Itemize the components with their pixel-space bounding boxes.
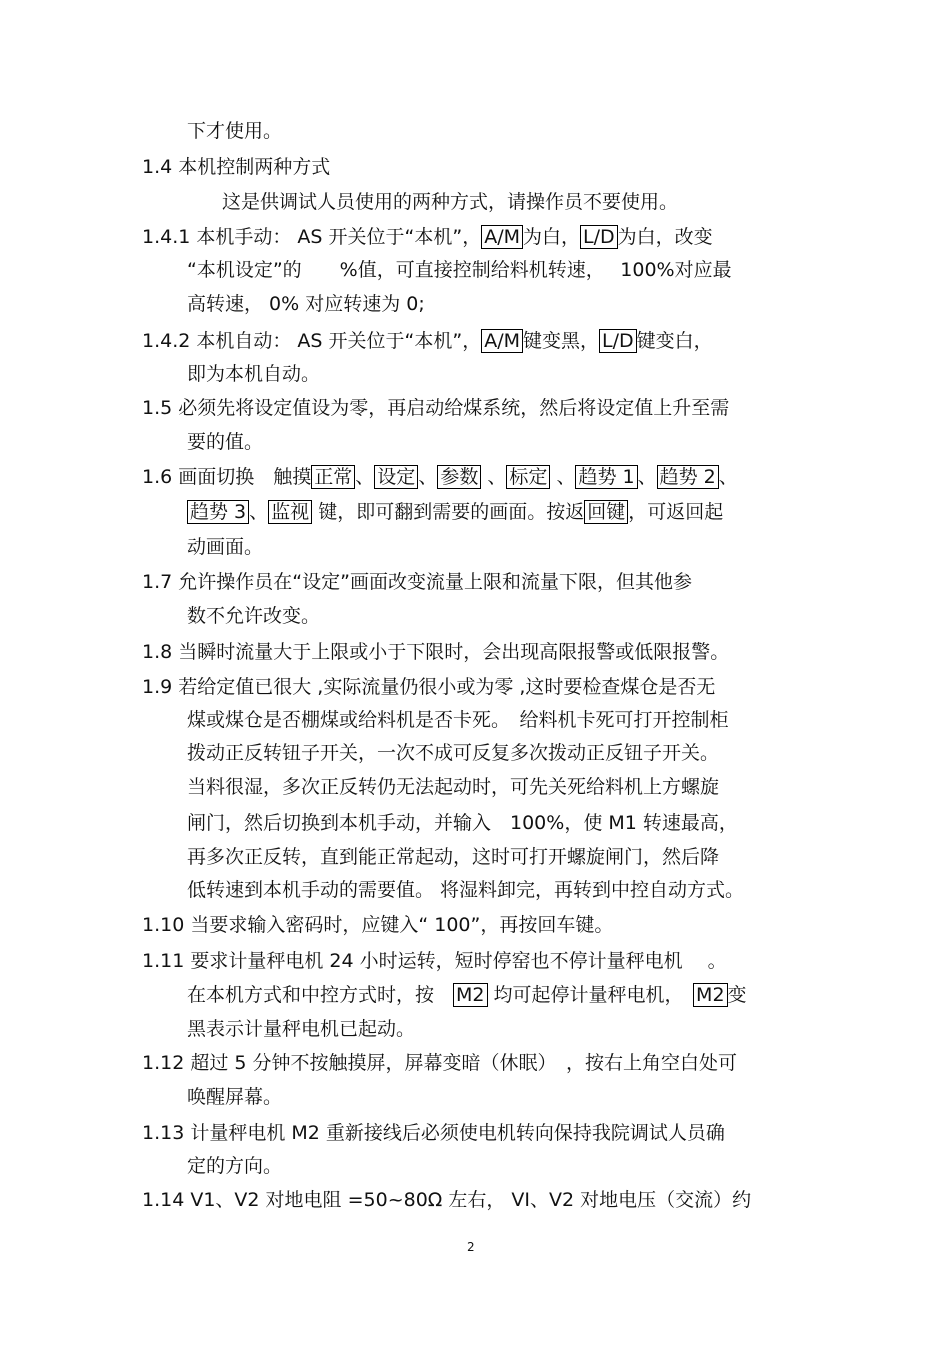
item-1-9: 1.9 若给定值已很大 ,实际流量仍很小或为零 ,这时要检查煤仓是否无	[142, 676, 716, 698]
text-line: 拨动正反转钮子开关，一次不成可反复多次拨动正反钮子开关。	[187, 742, 720, 764]
item-1-7: 1.7 允许操作员在“设定”画面改变流量上限和流量下限，但其他参	[142, 571, 692, 593]
text-run: 、	[637, 466, 657, 488]
text-line: 定的方向。	[187, 1155, 283, 1177]
monitor-key-box: 监视	[268, 500, 312, 524]
text-line: 当料很湿，多次正反转仍无法起动时，可先关死给料机上方螺旋	[187, 776, 720, 798]
calibration-key-box: 标定	[506, 465, 550, 489]
text-run: 键，即可翻到需要的画面。按返	[312, 501, 585, 523]
text-line: 唤醒屏幕。	[187, 1086, 283, 1108]
text-run: 、	[418, 466, 438, 488]
text-line: 低转速到本机手动的需要值。 将湿料卸完，再转到中控自动方式。	[187, 879, 745, 901]
normal-key-box: 正常	[311, 465, 355, 489]
text-run: 1.6 画面切换 触摸	[142, 466, 312, 488]
item-1-6	[142, 465, 738, 489]
section-heading-1-4: 1.4 本机控制两种方式	[142, 156, 331, 178]
page-number: 2	[467, 1240, 475, 1254]
am-key-box: A/M	[481, 225, 523, 249]
text-run: ，可返回起	[628, 501, 724, 523]
return-key-box: 回键	[584, 500, 628, 524]
trend-1-key-box: 趋势 1	[575, 465, 637, 489]
text-run: 、	[355, 466, 375, 488]
text-line: 煤或煤仓是否棚煤或给料机是否卡死。 给料机卡死可打开控制柜	[187, 709, 729, 731]
am-key-box: A/M	[481, 329, 523, 353]
ld-key-box: L/D	[580, 225, 618, 249]
text-run: 、	[481, 466, 507, 488]
text-run: 1.4.1 本机手动： AS 开关位于“本机”，	[142, 226, 482, 248]
m2-key-box: M2	[453, 983, 487, 1007]
item-1-5: 1.5 必须先将设定值设为零，再启动给煤系统，然后将设定值上升至需	[142, 397, 730, 419]
trend-2-key-box: 趋势 2	[657, 465, 719, 489]
trend-3-key-box: 趋势 3	[187, 500, 249, 524]
text-line: 闸门，然后切换到本机手动，并输入 100%，使 M1 转速最高，	[187, 812, 738, 834]
item-1-11: 1.11 要求计量秤电机 24 小时运转，短时停窑也不停计量秤电机 。	[142, 950, 727, 972]
text-run: 、	[249, 501, 269, 523]
item-1-12: 1.12 超过 5 分钟不按触摸屏，屏幕变暗（休眠） ，按右上角空白处可	[142, 1052, 738, 1074]
text-line: 下才使用。	[187, 120, 283, 142]
text-line: 数不允许改变。	[187, 605, 321, 627]
m2-key-box: M2	[693, 983, 727, 1007]
text-line: 再多次正反转，直到能正常起动，这时可打开螺旋闸门，然后降	[187, 846, 720, 868]
item-1-13: 1.13 计量秤电机 M2 重新接线后必须使电机转向保持我院调试人员确	[142, 1122, 725, 1144]
text-line: 动画面。	[187, 536, 264, 558]
text-line: 黑表示计量秤电机已起动。	[187, 1018, 416, 1040]
text-line: “本机设定”的 %值，可直接控制给料机转速， 100%对应最	[187, 259, 732, 281]
text-line	[187, 500, 723, 524]
text-line: 即为本机自动。	[187, 363, 321, 385]
text-run: 为白，	[523, 226, 581, 248]
parameters-key-box: 参数	[437, 465, 481, 489]
text-run: 、	[550, 466, 576, 488]
text-run: 键变黑，	[523, 330, 600, 352]
text-line: 要的值。	[187, 431, 264, 453]
text-run: 在本机方式和中控方式时，按	[187, 984, 454, 1006]
text-run: 1.4.2 本机自动： AS 开关位于“本机”，	[142, 330, 482, 352]
text-line	[187, 983, 747, 1007]
text-line: 这是供调试人员使用的两种方式，请操作员不要使用。	[222, 191, 679, 213]
item-1-14: 1.14 V1、V2 对地电阻 =50~80Ω 左右， VI、V2 对地电压（交流）约	[142, 1189, 752, 1211]
text-run: 、	[718, 466, 738, 488]
text-line: 高转速， 0% 对应转速为 0;	[187, 293, 425, 315]
item-1-8: 1.8 当瞬时流量大于上限或小于下限时，会出现高限报警或低限报警。	[142, 641, 730, 663]
ld-key-box: L/D	[599, 329, 637, 353]
text-run: 变	[727, 984, 747, 1006]
item-1-4-1	[142, 225, 713, 249]
text-run: 为白，改变	[617, 226, 713, 248]
item-1-10: 1.10 当要求输入密码时，应键入“ 100”，再按回车键。	[142, 914, 614, 936]
text-run: 键变白，	[636, 330, 713, 352]
text-run: 均可起停计量秤电机，	[487, 984, 694, 1006]
item-1-4-2	[142, 329, 713, 353]
settings-key-box: 设定	[374, 465, 418, 489]
